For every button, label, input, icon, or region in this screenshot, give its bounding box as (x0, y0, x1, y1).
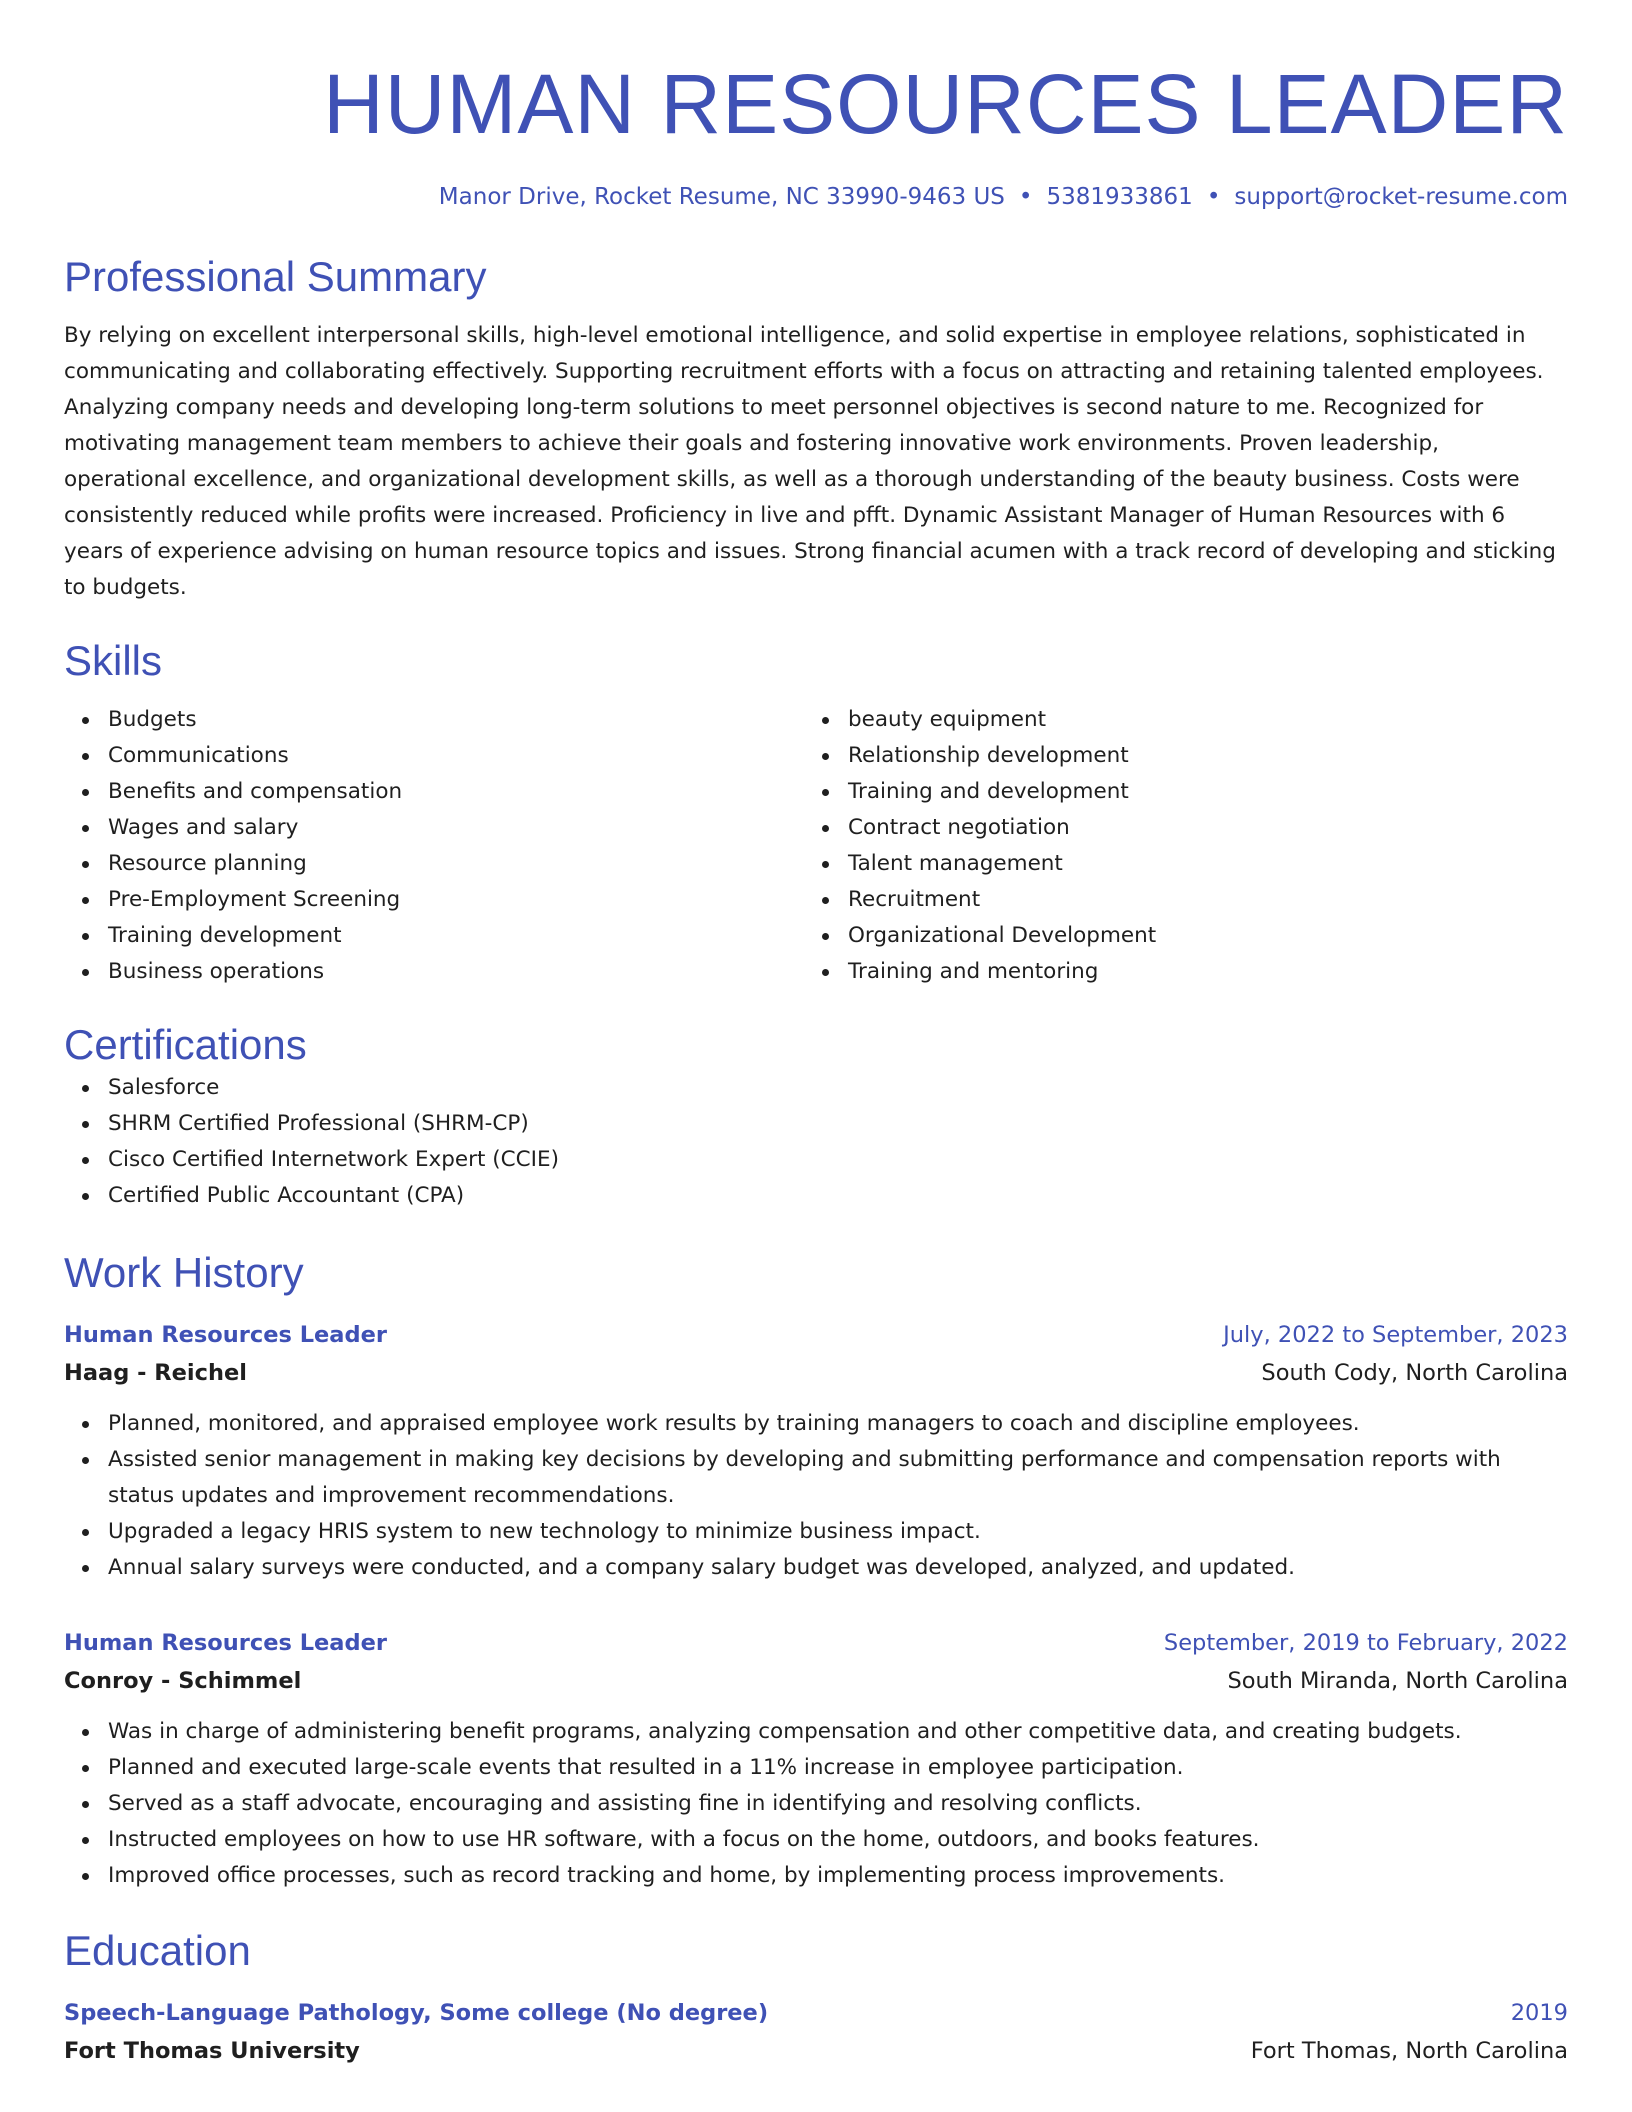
job-bullet: Upgraded a legacy HRIS system to new technology to minimize business impact. (108, 1514, 1568, 1550)
skill-item: beauty equipment (848, 702, 1544, 738)
skills-grid (64, 702, 1568, 990)
job-title: Human Resources Leader (64, 1322, 387, 1348)
job-company: Haag - Reichel (64, 1360, 247, 1386)
certification-item: Cisco Certified Internetwork Expert (CCIE) (108, 1142, 1568, 1178)
job-header-row (64, 1624, 1568, 1662)
job-bullet: Instructed employees on how to use HR software, with a focus on the home, outdoors, and books features. (108, 1822, 1568, 1858)
job-company-row (64, 1354, 1568, 1392)
job-bullets (64, 1714, 1568, 1894)
job-bullets (64, 1406, 1568, 1586)
contact-separator: • (1206, 184, 1221, 210)
skill-item: Organizational Development (848, 918, 1544, 954)
job-company: Conroy - Schimmel (64, 1668, 302, 1694)
skill-item: Wages and salary (108, 810, 804, 846)
contact-email: support@rocket-resume.com (1234, 184, 1568, 210)
skill-item: Resource planning (108, 846, 804, 882)
job-header-row (64, 1316, 1568, 1354)
education-school: Fort Thomas University (64, 2038, 360, 2064)
job-bullet: Was in charge of administering benefit programs, analyzing compensation and other competitive data, and creating budgets. (108, 1714, 1568, 1750)
summary-heading: Professional Summary (64, 253, 487, 300)
job-bullet: Planned and executed large-scale events that resulted in a 11% increase in employee participation. (108, 1750, 1568, 1786)
job-dates: July, 2022 to September, 2023 (1223, 1322, 1568, 1348)
skill-item: Training development (108, 918, 804, 954)
education-location: Fort Thomas, North Carolina (1250, 2038, 1568, 2064)
resume-name: HUMAN RESOURCES LEADER (323, 57, 1568, 151)
skill-item: Training and mentoring (848, 954, 1544, 990)
education-entry (64, 1994, 1568, 2070)
education-header-row (64, 1994, 1568, 2032)
skill-item: Recruitment (848, 882, 1544, 918)
education-heading: Education (64, 1927, 251, 1974)
job-location: South Cody, North Carolina (1261, 1360, 1568, 1386)
job-bullet: Assisted senior management in making key decisions by developing and submitting performance and compensation reports with status updates and improvement recommendations. (108, 1442, 1568, 1514)
skill-item: Pre-Employment Screening (108, 882, 804, 918)
certifications-heading: Certifications (64, 1021, 307, 1068)
contact-line (64, 182, 1568, 212)
education-school-row (64, 2032, 1568, 2070)
certifications-list (64, 1070, 1568, 1214)
skills-list-left (64, 702, 804, 990)
skill-item: Benefits and compensation (108, 774, 804, 810)
contact-address: Manor Drive, Rocket Resume, NC 33990-9463 US (438, 184, 1005, 210)
skill-item: Business operations (108, 954, 804, 990)
education-year: 2019 (1510, 2000, 1568, 2026)
skill-item: Training and development (848, 774, 1544, 810)
skill-item: Talent management (848, 846, 1544, 882)
skill-item: Relationship development (848, 738, 1544, 774)
job-dates: September, 2019 to February, 2022 (1163, 1630, 1568, 1656)
contact-phone: 5381933861 (1046, 184, 1193, 210)
skill-item: Contract negotiation (848, 810, 1544, 846)
certification-item: SHRM Certified Professional (SHRM-CP) (108, 1106, 1568, 1142)
job-entry (64, 1316, 1568, 1586)
summary-text: By relying on excellent interpersonal skills, high-level emotional intelligence, and solid expertise in employee relations, sophisticated in communicating and collaborating effectively. Supporting recruitment efforts with a focus on attracting and retaining talented employees. Analyzing company needs and developing long-term solutions to meet personnel objectives is second nature to me. Recognized for motivating management team members to achieve their goals and fostering innovative work environments. Proven leadership, operational excellence, and organizational development skills, as well as a thorough understanding of the beauty business. Costs were consistently reduced while profits were increased. Proficiency in live and pfft. Dynamic Assistant Manager of Human Resources with 6 years of experience advising on human resource topics and issues. Strong financial acumen with a track record of developing and sticking to budgets. (64, 323, 1556, 600)
skills-column-left (64, 702, 804, 990)
skills-heading: Skills (64, 637, 163, 684)
certification-item: Salesforce (108, 1070, 1568, 1106)
work-history-heading: Work History (64, 1249, 304, 1296)
skills-list-right (804, 702, 1544, 990)
job-bullet: Served as a staff advocate, encouraging and assisting fine in identifying and resolving conflicts. (108, 1786, 1568, 1822)
certification-item: Certified Public Accountant (CPA) (108, 1178, 1568, 1214)
contact-separator: • (1018, 184, 1033, 210)
education-degree: Speech-Language Pathology, Some college (No degree) (64, 2000, 769, 2026)
job-entry (64, 1624, 1568, 1894)
job-bullet: Improved office processes, such as record tracking and home, by implementing process improvements. (108, 1858, 1568, 1894)
job-location: South Miranda, North Carolina (1227, 1668, 1568, 1694)
skill-item: Budgets (108, 702, 804, 738)
skill-item: Communications (108, 738, 804, 774)
job-company-row (64, 1662, 1568, 1700)
skills-column-right (804, 702, 1544, 990)
job-bullet: Planned, monitored, and appraised employee work results by training managers to coach and discipline employees. (108, 1406, 1568, 1442)
job-bullet: Annual salary surveys were conducted, and a company salary budget was developed, analyzed, and updated. (108, 1550, 1568, 1586)
job-title: Human Resources Leader (64, 1630, 387, 1656)
